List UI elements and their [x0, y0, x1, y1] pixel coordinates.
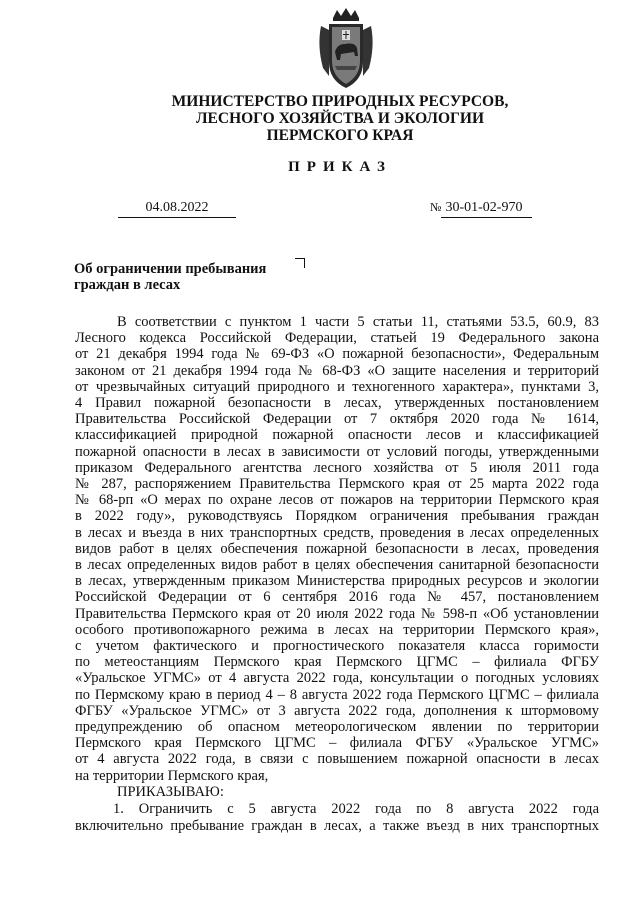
- body-line: в 2022 году», руководствуясь Порядком ограничения пребывания граждан: [75, 508, 599, 525]
- body-line: Российской Федерации от 6 сентября 2016 года № 457, постановлением: [75, 589, 599, 606]
- body-line: приказом Федерального агентства лесного хозяйства от 5 июля 2011 года: [75, 459, 599, 476]
- body-line: видов работ в целях обеспечения пожарной безопасности в лесах, проведения: [75, 540, 599, 557]
- ministry-name: [140, 93, 540, 144]
- document-type-title: ПРИКАЗ: [288, 159, 392, 175]
- body-line: от 4 августа 2022 года, в связи с повышением пожарной опасности в лесах: [75, 751, 599, 768]
- body-line: Правительства Пермского края от 20 июля 2022 года № 598-п «Об установлении: [75, 605, 599, 622]
- body-line: ФГБУ «Уральское УГМС» от 3 августа 2022 года, дополнения к штормовому: [75, 702, 599, 719]
- ministry-line-3: ПЕРМСКОГО КРАЯ: [266, 127, 414, 144]
- body-line: в лесах и въезда в них транспортных средств, проведения в лесах определенных: [75, 524, 599, 541]
- body-line: Пермского края Пермского ЦГМС – филиала ФГБУ «Уральское УГМС»: [75, 735, 599, 752]
- body-line: Правительства Российской Федерации от 7 октября 2020 года № 1614,: [75, 411, 599, 428]
- body-line: от чрезвычайных ситуаций природного и техногенного характера», пунктами 3,: [75, 378, 599, 395]
- body-line: классификацией природной пожарной опасности лесов и классификацией: [75, 427, 599, 444]
- number-sign: №: [430, 200, 442, 214]
- ministry-line-1: МИНИСТЕРСТВО ПРИРОДНЫХ РЕСУРСОВ,: [171, 93, 509, 110]
- body-line: предупреждению об опасном метеорологическом явлении по территории: [75, 719, 599, 735]
- body-line: на территории Пермского края,: [75, 767, 269, 784]
- body-line: в лесах, утвержденным приказом Министерства природных ресурсов и экологии: [75, 573, 599, 590]
- ministry-line-2: ЛЕСНОГО ХОЗЯЙСТВА И ЭКОЛОГИИ: [195, 110, 485, 127]
- subject-line-2: граждан в лесах: [74, 277, 181, 293]
- document-number: [430, 200, 532, 218]
- body-line: особого противопожарного режима в лесах на территории Пермского края»,: [75, 621, 599, 638]
- subject-line-1: Об ограничении пребывания: [74, 261, 267, 277]
- body-line: по метеостанциям Пермского края Пермского ЦГМС – филиала ФГБУ: [75, 654, 599, 671]
- body-line: с учетом фактического и прогностического показателя класса горимости: [75, 638, 599, 654]
- order-word: ПРИКАЗЫВАЮ:: [117, 784, 224, 800]
- order-item-line: 1. Ограничить с 5 августа 2022 года по 8 августа 2022 года: [113, 801, 599, 817]
- body-line: № 68-рп «О мерах по охране лесов от пожаров на территории Пермского края: [75, 492, 599, 509]
- body-line: от 21 декабря 1994 года № 69-ФЗ «О пожарной безопасности», Федеральным: [75, 346, 599, 363]
- document-subject: [74, 261, 266, 293]
- document-date: 04.08.2022: [118, 200, 236, 218]
- body-line: В соответствии с пунктом 1 части 5 статьи 11, статьями 53.5, 60.9, 83: [117, 314, 599, 330]
- document-number-value: 30-01-02-970: [441, 200, 532, 218]
- coat-of-arms-emblem: [315, 6, 377, 90]
- body-line: Лесного кодекса Российской Федерации, статьей 19 Федерального закона: [75, 330, 599, 347]
- body-line: 4 Правил пожарной безопасности в лесах, утвержденных постановлением: [75, 395, 599, 411]
- body-line: в лесах определенных видов работ в целях обеспечения санитарной безопасности: [75, 557, 599, 573]
- subject-corner-mark: [295, 258, 305, 268]
- body-line: законом от 21 декабря 1994 года № 68-ФЗ «О защите населения и территорий: [75, 362, 599, 379]
- body-line: по Пермскому краю в период 4 – 8 августа 2022 года Пермского ЦГМС – филиала: [75, 686, 599, 703]
- body-line: пожарной опасности в лесах в зависимости от условий погоды, утвержденными: [75, 443, 599, 460]
- body-line: «Уральское УГМС» от 4 августа 2022 года, консультации о погодных условиях: [75, 670, 599, 687]
- body-line: № 287, распоряжением Правительства Пермского края от 25 марта 2022 года: [75, 476, 599, 492]
- order-item-line: включительно пребывание граждан в лесах, а также въезд в них транспортных: [75, 818, 599, 834]
